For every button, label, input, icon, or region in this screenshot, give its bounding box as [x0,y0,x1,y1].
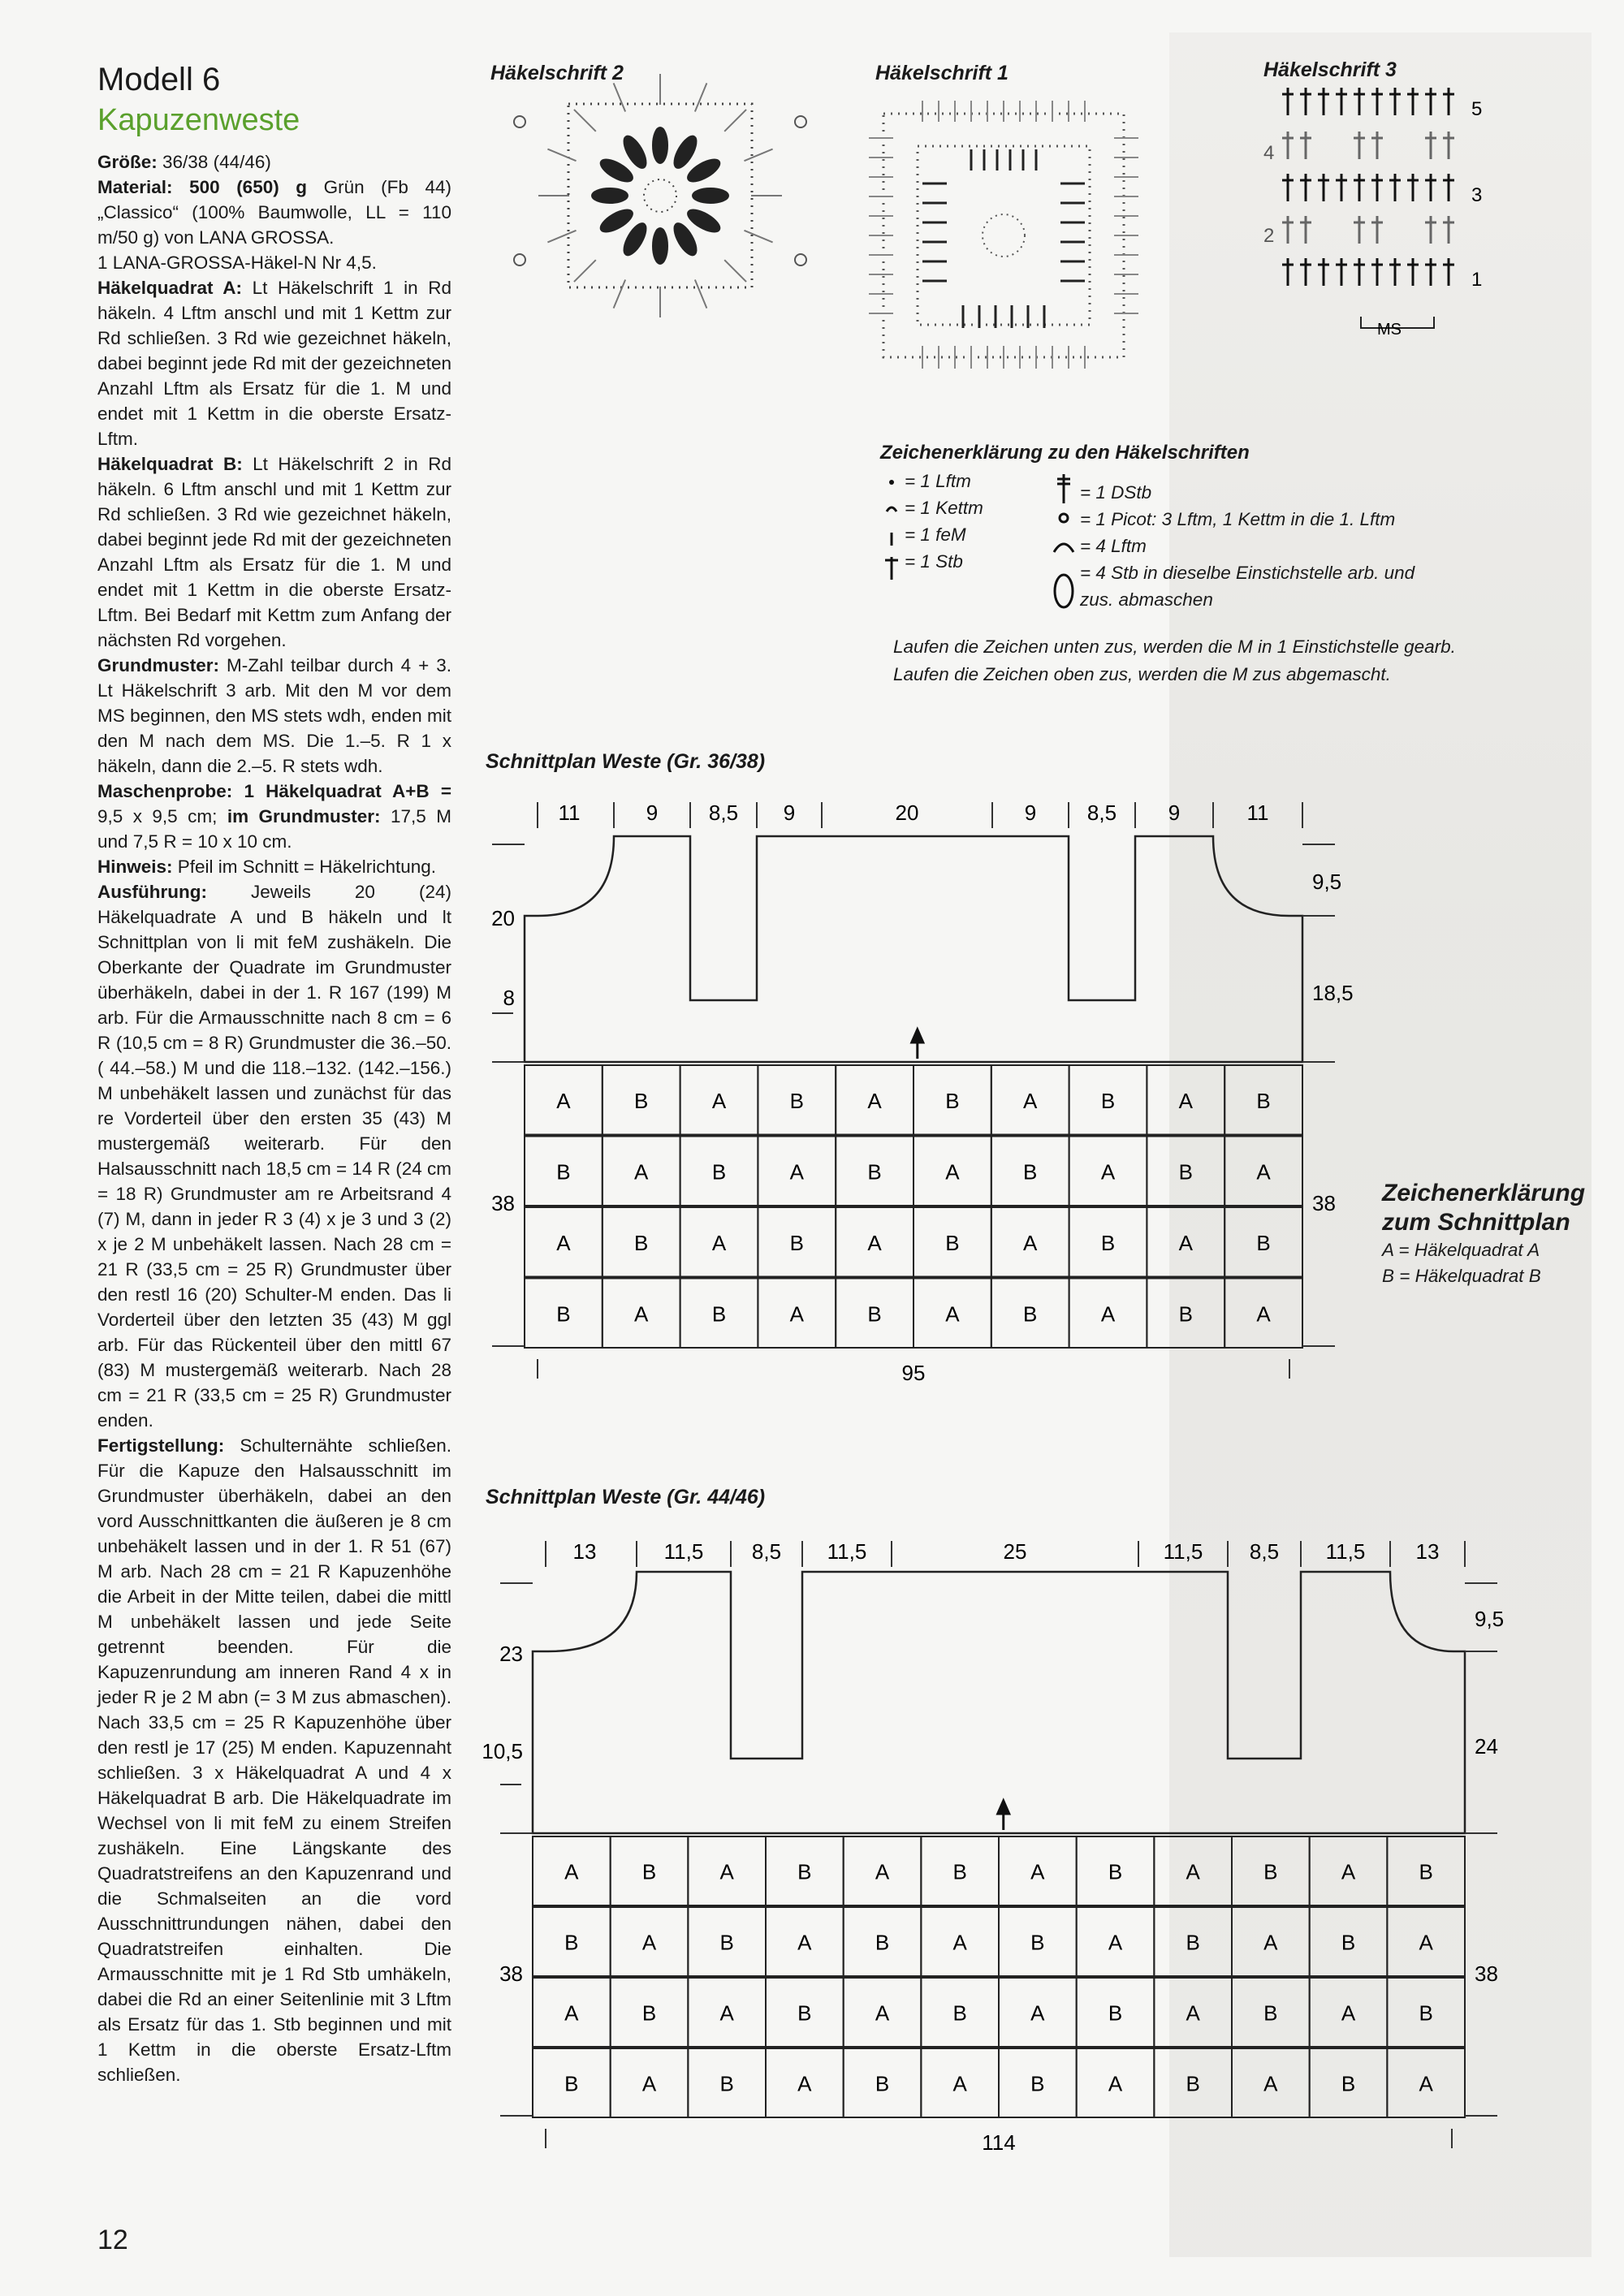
top-dimension: 20 [895,801,919,825]
square-label: B [1256,1230,1271,1255]
square-label: A [556,1230,571,1255]
square-label: A [711,1230,727,1255]
paragraph-text: Lt Häkelschrift 2 in Rd häkeln. 6 Lftm anschl und mit 1 Kettm zur Rd schließen. 3 Rd wie gezeichnet häkeln, dabei beginnt jede Rd mit der gezeichneten Anzahl Lftm als Ersatz für die 1. M und endet mit 1 Kettm in die oberste Ersatz-Lftm. Bei Bedarf mit Kettm zum Anfang der nächsten Rd vorgehen. [97,454,452,650]
square-label: A [641,2071,657,2096]
square-label: B [867,1159,882,1185]
legend-chain4: = 4 Lftm [1080,536,1147,556]
stitch-mark [614,279,626,308]
chart2-diagram [514,74,806,317]
cluster-mark [620,220,650,258]
plan-legend-title-2: zum Schnittplan [1382,1209,1570,1236]
square-label: B [952,1859,967,1884]
square-label: A [1263,1930,1278,1955]
stitch-mark [724,110,746,132]
square-label: B [1256,1088,1271,1113]
plan2-diagram [0,1515,1505,2181]
cluster-mark [592,188,628,203]
square-label: A [634,1301,649,1327]
square-label: B [1030,1930,1045,1955]
left-dimension: 8 [503,986,515,1010]
stitch-mark [695,279,707,308]
chart3-row-2: 2 [1263,225,1275,247]
paragraph [97,653,451,779]
square-label: B [875,2071,890,2096]
square-label: A [1256,1301,1271,1327]
square-label: B [875,1930,890,1955]
square-label: B [789,1088,804,1113]
legend-slip: = 1 Kettm [905,498,983,518]
square-label: B [641,1859,657,1884]
square-label: A [952,2071,967,2096]
treble-crochet-icon [1057,474,1070,503]
square-label: A [875,1859,890,1884]
left-dimension: 20 [491,906,515,930]
top-dimension: 11,5 [827,1539,867,1564]
paragraph-label: Material: 500 (650) g [97,177,324,197]
chart3-diagram [1282,88,1454,286]
top-dimension: 8,5 [751,1539,782,1564]
bottom-dimension: 95 [901,1361,926,1385]
right-dimension: 38 [1475,1962,1498,1986]
square-label: A [711,1088,727,1113]
top-dimension: 8,5 [1086,801,1117,825]
square-label: B [789,1230,804,1255]
plan-legend-title-1: Zeichenerklärung [1382,1180,1586,1206]
slip-stitch-icon [887,507,896,511]
square-label: A [1186,1859,1200,1884]
square-label: A [1186,2000,1200,2026]
cluster-mark [598,155,636,186]
garment-outline [525,836,1302,1062]
stitch-mark [695,83,707,111]
left-dimension: 10,5 [482,1739,523,1763]
paragraph [97,451,451,653]
top-dimension: 9 [646,801,659,825]
paragraph-label: im Grundmuster: [227,806,391,826]
direction-arrow-icon [912,1029,923,1059]
paragraph-text: 9,5 x 9,5 cm; [97,806,227,826]
paragraph-label: Häkelquadrat A: [97,278,253,298]
legend-tr: = 1 DStb [1080,482,1152,503]
chain4-icon [1054,544,1073,552]
square-label: B [1419,2000,1433,2026]
square-label: A [945,1159,960,1185]
cluster-mark [653,127,667,163]
square-label: B [556,1159,571,1185]
square-label: B [1108,1859,1123,1884]
symbol-notes [893,633,1527,688]
square-label: A [867,1230,882,1255]
legend-chain: = 1 Lftm [905,471,971,491]
cluster-mark [670,133,701,171]
paragraph-label: Ausführung: [97,882,252,902]
top-dimension: 11,5 [663,1539,704,1564]
square-label: B [564,1930,579,1955]
paragraph-text: M-Zahl teilbar durch 4 + 3. Lt Häkelschrift 3 arb. Mit den M vor dem MS beginnen, den MS stets wdh, enden mit den M nach dem MS. Die 1.–5. R 1 x häkeln, dann die 2.–5. R stets wdh. [97,655,451,776]
square-label: A [1256,1159,1271,1185]
square-label: B [719,1930,734,1955]
crochet-charts [0,0,1624,455]
chart2-title: Häkelschrift 2 [490,62,624,84]
square-label: B [1178,1301,1193,1327]
square-label: B [641,2000,657,2026]
symbol-legend-right [1080,479,1415,613]
picot-icon [1060,514,1068,522]
chart3-row-3: 3 [1471,184,1483,206]
top-dimension: 9 [783,801,796,825]
square-label: A [556,1088,571,1113]
cluster-mark [620,133,650,171]
top-dimension: 13 [1415,1539,1440,1564]
square-label: A [1341,2000,1356,2026]
left-dimension: 23 [499,1642,523,1666]
chart3-title: Häkelschrift 3 [1263,58,1397,81]
square-label: A [1023,1088,1038,1113]
square-label: A [1030,2000,1045,2026]
left-dimension: 38 [491,1191,515,1215]
top-dimension: 8,5 [1249,1539,1280,1564]
square-label: B [711,1301,727,1327]
double-crochet-icon [885,557,898,580]
cluster-mark [685,205,723,236]
square-label: A [1100,1301,1116,1327]
plan-legend-b: B = Häkelquadrat B [1382,1266,1541,1286]
square-label: B [564,2071,579,2096]
right-dimension: 38 [1312,1191,1336,1215]
square-label: B [1023,1159,1038,1185]
square-label: A [1263,2071,1278,2096]
square-label: B [634,1088,649,1113]
cluster-mark [653,228,667,264]
chart3-ms-label: MS [1377,321,1402,339]
square-label: B [1263,1859,1278,1884]
paragraph-label: Hinweis: [97,857,178,877]
chart1-diagram [869,101,1138,369]
square-label: B [556,1301,571,1327]
right-dimension: 9,5 [1312,870,1342,894]
picot-mark [514,254,525,265]
square-label: B [797,1859,812,1884]
paragraph-text: 36/38 (44/46) [162,152,271,172]
chart3-row-1: 1 [1471,269,1483,291]
garment-outline [533,1572,1465,1833]
top-dimension: 11,5 [1325,1539,1366,1564]
square-label: A [641,1930,657,1955]
top-dimension: 11 [558,801,581,825]
top-dimension: 9 [1168,801,1181,825]
top-dimension: 11 [1246,801,1269,825]
square-label: B [945,1230,960,1255]
square-label: B [1186,2071,1200,2096]
paragraph-text: Lt Häkelschrift 1 in Rd häkeln. 4 Lftm anschl und mit 1 Kettm zur Rd schließen. 3 Rd wie gezeichnet häkeln, dabei beginnt jede Rd mit der gezeichneten Anzahl Lftm als Ersatz für die 1. M und endet mit 1 Kettm in die oberste Ersatz-Lftm. [97,278,451,449]
square-label: A [719,1859,734,1884]
square-label: A [1419,2071,1433,2096]
paragraph-text: Pfeil im Schnitt = Häkelrichtung. [177,857,437,877]
square-label: A [634,1159,649,1185]
paragraph-label: Häkelquadrat B: [97,454,253,474]
square-label: A [797,2071,812,2096]
legend-picot: = 1 Picot: 3 Lftm, 1 Kettm in die 1. Lftm [1080,509,1396,529]
stitch-mark [614,83,626,111]
square-label: A [1108,1930,1123,1955]
square-label: B [1030,2071,1045,2096]
square-label: B [1419,1859,1433,1884]
paragraph-text: Jeweils 20 (24) Häkelquadrate A und B häkeln und lt Schnittplan von li mit feM zushäkeln. Die Oberkante der Quadrate im Grundmuster überhäkeln, dabei in der 1. R 167 (199) M arb. Für die Armausschnitte nach 8 cm = 6 R (10,5 cm = 8 R) Grundmuster die 36.–50. ( 44.–58.) M und die 118.–132. (142.–156.) M unbehäkelt lassen und zunächst für das re Vorderteil über den ersten 35 (43) M mustergemäß weiterarb. Für den Halsausschnitt nach 18,5 cm = 14 R (24 cm = 18 R) Grundmuster am re Arbeitsrand 4 (7) M, dann in jeder R 3 (4) x je 3 und 3 (2) x je 2 M unbehäkelt lassen. Nach 28 cm = 21 R (33,5 cm = 25 R) Grundmuster über den restl 16 (20) Schulter-M enden. Das li Vorderteil über den letzten 35 (43) M ggl arb. Für das Rückenteil über den mittl 67 (83) M mustergemäß weiterarb. Nach 28 cm = 21 R (33,5 cm = 25 R) Grundmuster enden. [97,882,451,1431]
legend-dc: = 1 Stb [905,551,963,572]
plan-legend [1382,1179,1585,1289]
stitch-mark [744,231,772,243]
chart1-title: Häkelschrift 1 [875,62,1009,84]
square-label: B [1341,2071,1356,2096]
top-dimension: 8,5 [708,801,739,825]
square-label: A [789,1159,804,1185]
square-label: A [719,2000,734,2026]
paragraph-label: Grundmuster: [97,655,227,675]
square-label: A [1419,1930,1433,1955]
chain-stitch-icon [889,480,894,485]
legend-cluster: = 4 Stb in dieselbe Einstichstelle arb. und [1080,563,1415,583]
note-1: Laufen die Zeichen unten zus, werden die M in 1 Einstichstelle gearb. [893,637,1456,657]
square-label: A [789,1301,804,1327]
square-label: B [1108,2000,1123,2026]
square-label: A [564,1859,579,1884]
top-dimension: 13 [572,1539,597,1564]
picot-mark [795,116,806,127]
square-label: A [875,2000,890,2026]
square-label: A [564,2000,579,2026]
top-dimension: 25 [1003,1539,1027,1564]
paragraph-text: 1 LANA-GROSSA-Häkel-N Nr 4,5. [97,252,377,273]
bottom-dimension: 114 [982,2130,1016,2155]
square-label: B [952,2000,967,2026]
model-title: Modell 6 [97,62,221,97]
square-label: A [1030,1859,1045,1884]
paragraph-label: Fertigstellung: [97,1435,240,1456]
direction-arrow-icon [998,1801,1009,1830]
square-label: B [634,1230,649,1255]
top-dimension: 9 [1024,801,1037,825]
square-label: A [952,1930,967,1955]
chart3-row-5: 5 [1471,98,1483,120]
stitch-mark [547,149,576,162]
square-label: A [1341,1859,1356,1884]
paragraph-text: 17,5 M und 7,5 R = 10 x 10 cm. [97,806,451,852]
paragraph-label: Größe: [97,152,163,172]
square-label: A [1178,1088,1193,1113]
cluster-mark [685,155,723,186]
symbol-legend-left [905,468,983,575]
legend-cluster-2: zus. abmaschen [1080,589,1213,610]
square-label: A [1178,1230,1193,1255]
symbol-legend-title: Zeichenerklärung zu den Häkelschriften [880,442,1250,464]
stitch-mark [574,110,596,132]
right-dimension: 24 [1475,1734,1498,1759]
stitch-mark [724,260,746,282]
plan1-title: Schnittplan Weste (Gr. 36/38) [486,750,766,773]
square-label: B [719,2071,734,2096]
square-label: B [711,1159,727,1185]
plan1-diagram [0,779,1380,1429]
paragraph-label: Maschenprobe: 1 Häkelquadrat A+B = [97,781,451,801]
square-label: B [945,1088,960,1113]
note-2: Laufen die Zeichen oben zus, werden die M zus abgemascht. [893,664,1391,684]
cluster-mark [598,205,636,236]
square-label: A [797,1930,812,1955]
cluster-icon [1055,575,1073,607]
right-dimension: 9,5 [1475,1607,1505,1631]
square-label: B [797,2000,812,2026]
square-label: B [867,1301,882,1327]
square-label: B [1100,1230,1116,1255]
plan-legend-a: A = Häkelquadrat A [1382,1240,1540,1260]
left-dimension: 38 [499,1962,523,1986]
square-label: B [1263,2000,1278,2026]
square-label: A [1100,1159,1116,1185]
paragraph-text: Grün (Fb 44) „Classico“ (100% Baumwolle, LL = 110 m/50 g) von LANA GROSSA. [97,177,452,248]
square-label: B [1341,1930,1356,1955]
picot-mark [514,116,525,127]
square-label: B [1178,1159,1193,1185]
right-dimension: 18,5 [1312,981,1354,1005]
chart3-row-4: 4 [1263,142,1275,164]
paragraph-text: Schulternähte schließen. Für die Kapuze den Halsausschnitt im Grundmuster überhäkeln, dabei an den vord Ausschnittkanten die äußeren je 8 cm unbehäkelt lassen und in der 1. R 51 (67) M arb. Nach 28 cm = 21 R Kapuzenhöhe die Arbeit in der Mitte teilen, dabei die mittl M unbehäkelt lassen und jede Seite getrennt beenden. Für die Kapuzenrundung am inneren Rand 4 x in jeder R je 2 M abn (= 3 M zus abmaschen). Nach 33,5 cm = 25 R Kapuzenhöhe über den restl je 17 (25) M enden. Kapuzennaht schließen. 3 x Häkelquadrat A und 4 x Häkelquadrat B arb. Die Häkelquadrate im Wechsel von li mit feM zu einem Streifen zushäkeln. Eine Längskante des Quadratstreifens an den Kapuzenrand und die Schmalseiten an die vord Ausschnittrundungen nähen, dabei den Quadratstreifen einhalten. Die Armausschnitte mit je 1 Rd Stb umhäkeln, dabei die Rd an einer Seitenlinie mit 3 Lftm als Ersatz für das 1. Stb beginnen und mit 1 Kettm in die oberste Ersatz-Lftm schließen. [97,1435,451,2085]
plan2-title: Schnittplan Weste (Gr. 44/46) [486,1486,766,1508]
top-dimension: 11,5 [1163,1539,1203,1564]
square-label: A [867,1088,882,1113]
cluster-mark [670,220,701,258]
square-label: B [1023,1301,1038,1327]
square-label: A [945,1301,960,1327]
cluster-mark [693,188,728,203]
picot-mark [795,254,806,265]
square-label: A [1023,1230,1038,1255]
square-label: A [1108,2071,1123,2096]
stitch-mark [744,149,772,162]
model-subtitle: Kapuzenweste [97,103,300,137]
square-label: B [1186,1930,1200,1955]
stitch-mark [574,260,596,282]
legend-sc: = 1 feM [905,524,966,545]
stitch-mark [547,231,576,243]
page-number: 12 [97,2225,128,2255]
square-label: B [1100,1088,1116,1113]
